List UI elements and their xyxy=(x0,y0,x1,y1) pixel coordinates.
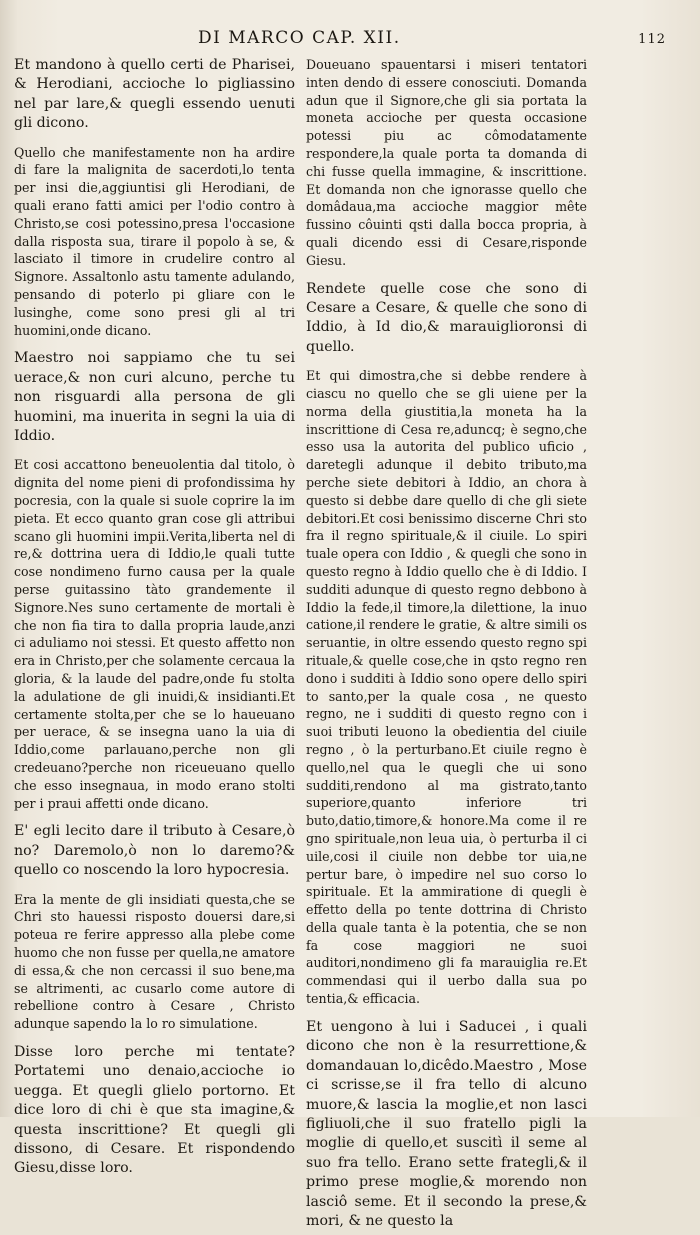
scripture-paragraph: Et mandono à quello certi de Pharisei, & Herodiani, accioche lo pigliassino nel par lare,& quegli essendo uenuti gli dicono. xyxy=(14,57,295,132)
running-head: DI MARCO CAP. XII. xyxy=(198,28,401,48)
right-column xyxy=(306,56,587,1235)
commentary-paragraph: Et qui dimostra,che si debbe rendere à ciascu no quello che se gli uiene per la norma della giustitia,la moneta ha la inscrittione di Cesa re,aduncq; è segno,che esso usa la autorita del publico uficio , daretegli adunque il debito tributo,ma perche siete debitori à Iddio, an chora à questo si debbe dare quello di che gli siete debitori.Et cosi benissimo discerne Chri sto fra il regno spirituale,& il ciuile. Lo spiri tuale opera con Iddio , & quegli che sono in questo regno à Iddio quello che è di Iddio. I sudditi adunque di questo regno debbono à Iddio la fede,il timore,la dilettione, la inuo catione,il rendere le gratie, & altre simili os seruantie, in oltre essendo questo regno spi rituale,& quelle cose,che in qsto regno ren dono i sudditi à Iddio sono opere dello spiri to santo,per la quale cosa , ne questo regno, ne i sudditi di questo regno con i suoi tributi leuono la obedientia del ciuile regno , ò la perturbano.Et ciuile regno è quello,nel qua le quegli che ui sono sudditi,rendono al ma gistrato,tanto superiore,quanto inferiore tri buto,datio,timore,& honore.Ma come il re gno spirituale,non leua uia, ò perturba il ci uile,cosi il ciuile non debbe tor uia,ne pertur bare, ò impedire nel suo corso lo spirituale. Et la ammiratione di quegli è effetto della po tente dottrina di Christo della quale tanta è la potentia, che se non fa cose maggiori ne suoi auditori,nondimeno gli fa marauiglia re.Et commendasi qui il uerbo dalla sua po tentia,& efficacia. xyxy=(306,368,587,1007)
scripture-paragraph: Disse loro perche mi tentate? Portatemi uno denaio,accioche io uegga. Et quegli glielo portorno. Et dice loro di chi è que sta imagine,& questa inscrittione? Et quegli gli dissono, di Cesare. Et rispondendo Giesu,disse loro. xyxy=(14,1043,295,1177)
left-column xyxy=(14,56,295,1183)
folio-number: 112 xyxy=(638,32,666,47)
scripture-paragraph: Rendete quelle cose che sono di Cesare a Cesare, & quelle che sono di Iddio, à Id dio,& marauiglioronsi di quello. xyxy=(306,280,587,355)
commentary-paragraph: Doueuano spauentarsi i miseri tentatori inten dendo di essere conosciuti. Domanda adun que il Signore,che gli sia portata la moneta accioche per questa occasione potessi piu ac cômodatamente respondere,la quale porta ta domanda di chi fusse quella immagine, & inscrittione. Et domanda non che ignorasse quello che domâdaua,ma accioche maggior mête fussino côuinti qsti dalla bocca propria, à quali dicendo essi di Cesare,risponde Giesu. xyxy=(306,57,587,268)
scripture-paragraph: Et uengono à lui i Saducei , i quali dicono che non è la resurrettione,& domandauan lo,dicêdo.Maestro , Mose ci scrisse,se il fra tello di alcuno muore,& lascia la moglie,et non lasci figliuoli,che il suo fratello pigli la moglie di quello,et suscitì il seme al suo fra tello. Erano sette frategli,& il primo prese moglie,& morendo non lasciô seme. Et il secondo la prese,& mori, & ne questo la xyxy=(306,1018,587,1229)
scripture-paragraph: Maestro noi sappiamo che tu sei uerace,& non curi alcuno, perche tu non risguardi alla persona de gli huomini, ma inuerita in segni la uia di Iddio. xyxy=(14,350,295,445)
page-header xyxy=(0,28,700,52)
commentary-paragraph: Quello che manifestamente non ha ardire di fare la malignita de sacerdoti,lo tenta per insi die,aggiuntisi gli Herodiani, de quali erano fatti amici per l'odio contro à Christo,se cosi potessino,presa l'occasione dalla risposta sua, tirare il popolo à se, & lasciato il timore in crudelire contro al Signore. Assaltonlo astu tamente adulando, pensando di poterlo pi gliare con le lusinghe, come sono presi gli al tri huomini,onde dicano. xyxy=(14,144,295,338)
commentary-paragraph: Era la mente de gli insidiati questa,che se Chri sto hauessi risposto douersi dare,si poteua re ferire appresso alla plebe come huomo che non fusse per quella,ne amatore di essa,& che non cercassi il suo bene,ma se altrimenti, ac cusarlo come autore di rebellione contro à Cesare , Christo adunque sapendo la lo ro simulatione. xyxy=(14,891,295,1032)
scripture-paragraph: E' egli lecito dare il tributo à Cesare,ò no? Daremolo,ò non lo daremo?& quello co noscendo la loro hypocresia. xyxy=(14,823,295,879)
commentary-paragraph: Et cosi accattono beneuolentia dal titolo, ò dignita del nome pieni di profondissima hy pocresia, con la quale si suole coprire la im pieta. Et ecco quanto gran cose gli attribui scano gli huomini impii.Verita,liberta nel di re,& dottrina uera di Iddio,le quali tutte cose nondimeno furno causa per la quale perse guitassino tàto grandemente il Signore.Nes suno certamente de mortali è che non fia tira to dalla propria laude,anzi ci aduliamo noi stessi. Et questo affetto non era in Christo,per che solamente cercaua la gloria, & la laude del padre,onde fu stolta la adulatione de gli inuidi,& insidianti.Et certamente stolta,per che se lo haueuano per uerace, & se insegna uano la uia di Iddio,come parlauano,perche non gli credeuano?perche non riceueuano quello che esso insegnaua, in modo erano stolti per i praui affetti onde dicano. xyxy=(14,457,295,811)
